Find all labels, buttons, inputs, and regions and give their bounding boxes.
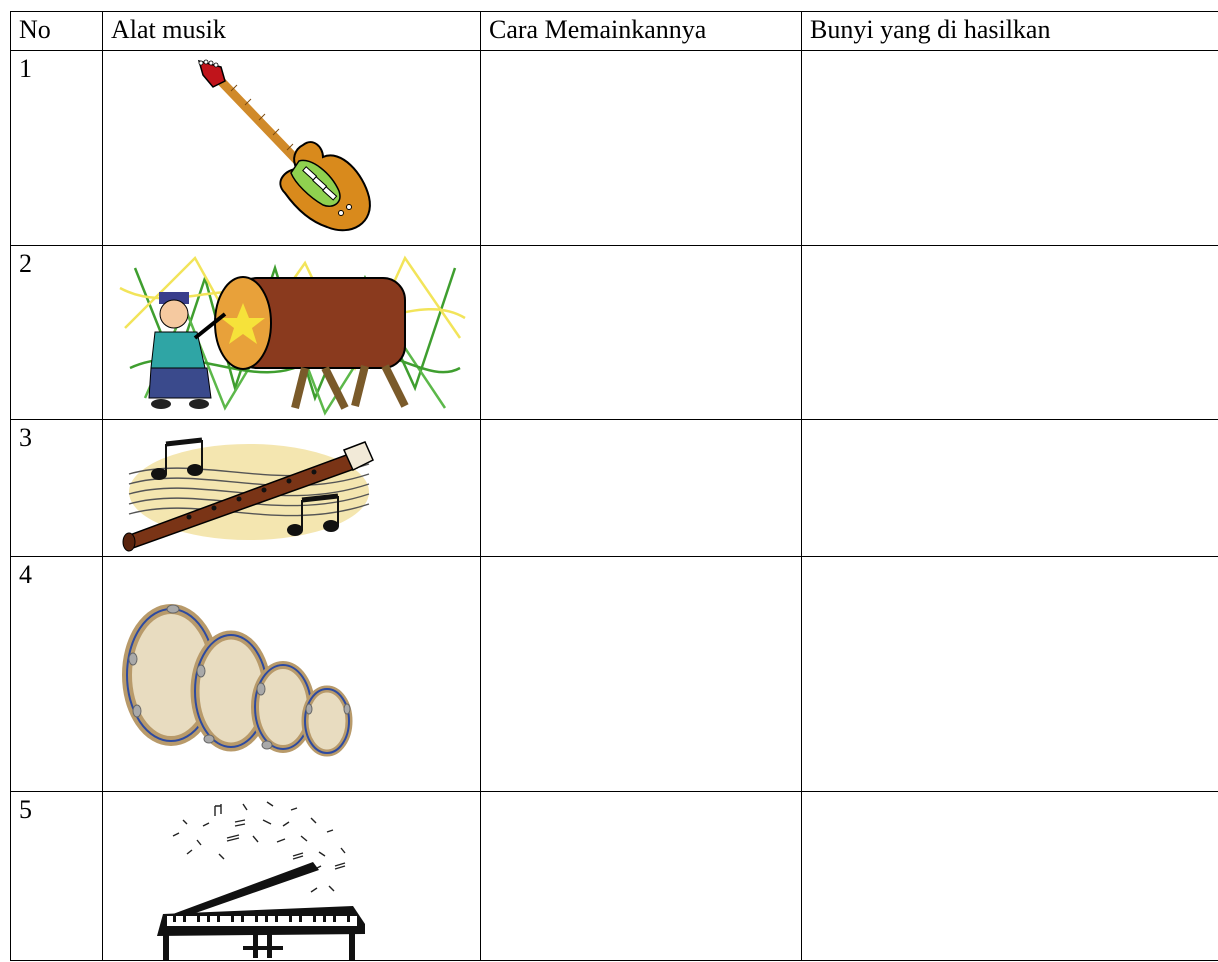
table-row <box>11 51 1218 246</box>
tambourine-icon <box>121 599 371 759</box>
recorder-flute-icon <box>119 424 379 552</box>
cara-cell[interactable] <box>481 51 802 246</box>
bunyi-cell[interactable] <box>802 420 1218 557</box>
bunyi-cell[interactable] <box>802 792 1218 961</box>
row-number: 4 <box>11 557 103 792</box>
cara-cell[interactable] <box>481 557 802 792</box>
table-header-row <box>11 12 1218 51</box>
instrument-worksheet-table <box>10 11 1218 961</box>
instrument-cell <box>103 792 481 961</box>
table-row <box>11 420 1218 557</box>
row-number: 3 <box>11 420 103 557</box>
electric-guitar-icon <box>191 57 381 242</box>
bedug-drum-icon <box>115 248 467 418</box>
bunyi-cell[interactable] <box>802 51 1218 246</box>
table-row <box>11 246 1218 420</box>
header-cara-memainkannya: Cara Memainkannya <box>481 12 802 51</box>
instrument-cell <box>103 51 481 246</box>
instrument-cell <box>103 557 481 792</box>
bunyi-cell[interactable] <box>802 246 1218 420</box>
row-number: 1 <box>11 51 103 246</box>
row-number: 2 <box>11 246 103 420</box>
cara-cell[interactable] <box>481 420 802 557</box>
header-bunyi: Bunyi yang di hasilkan <box>802 12 1218 51</box>
instrument-cell <box>103 246 481 420</box>
table-row <box>11 792 1218 961</box>
table-row <box>11 557 1218 792</box>
cara-cell[interactable] <box>481 792 802 961</box>
cara-cell[interactable] <box>481 246 802 420</box>
instrument-cell <box>103 420 481 557</box>
header-no: No <box>11 12 103 51</box>
row-number: 5 <box>11 792 103 961</box>
header-alat-musik: Alat musik <box>103 12 481 51</box>
bunyi-cell[interactable] <box>802 557 1218 792</box>
grand-piano-icon <box>143 796 393 961</box>
